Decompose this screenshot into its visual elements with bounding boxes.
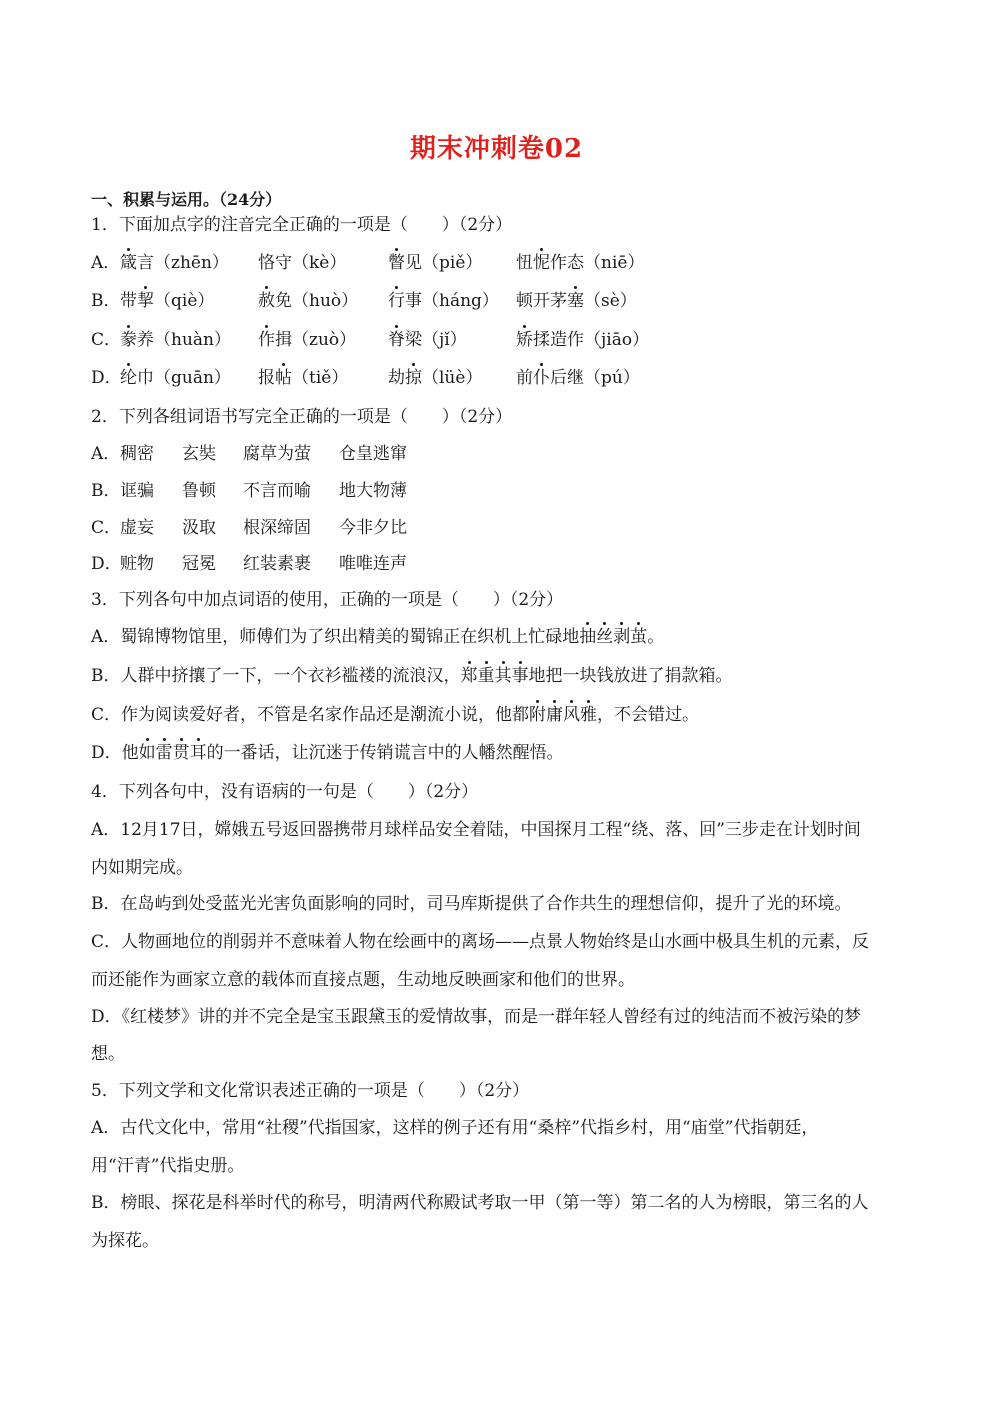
option-item (516, 328, 649, 352)
emphasized-char: 纶 (120, 368, 137, 388)
emphasized-phrase (529, 705, 597, 725)
option-item (516, 289, 637, 313)
word: 冠冕 (182, 554, 216, 574)
item-text: 守（kè） (275, 253, 347, 273)
item-text: 顿开茅 (516, 291, 567, 311)
item-text: （tiě） (292, 368, 349, 388)
option-line: A．古代文化中，常用“社稷”代指国家，这样的例子还有用“桑梓”代指乡村，用“庙堂”代指朝廷， (91, 1118, 819, 1138)
item-text: 事（háng） (405, 291, 499, 311)
item-text: 见（piě） (405, 253, 483, 273)
option-text: 蜀锦博物馆里，师傅们为了织出精美的蜀锦正在织机上忙碌地 (120, 627, 580, 647)
option-label: B． (91, 481, 121, 501)
word: 今非夕比 (339, 518, 407, 538)
option-text: 的一番话，让沉迷于传销谎言中的人幡然醒悟。 (206, 743, 564, 763)
emphasized-char: 丝 (596, 627, 614, 647)
item-text: 忸 (516, 253, 533, 273)
option-line: A．12月17日，嫦娥五号返回器携带月球样品安全着陆，中国探月工程“绕、落、回”三步走在计划时间 (91, 820, 861, 840)
option-line: C．人物画地位的削弱并不意味着人物在绘画中的离场——点景人物始终是山水画中极具生机的元素，反 (91, 932, 870, 952)
question-4-stem: 4．下列各句中，没有语病的一句是（ ）（2分） (91, 782, 479, 802)
item-text: 作态（niē） (550, 253, 645, 273)
option-row (91, 289, 891, 313)
emphasized-char: 风 (563, 705, 581, 725)
option-item (120, 328, 231, 352)
option-text: ，不会错过。 (597, 705, 700, 725)
emphasized-char: 矫 (516, 330, 533, 350)
option-item (258, 328, 356, 352)
word: 地大物薄 (339, 481, 407, 501)
emphasized-phrase (461, 666, 529, 686)
option-item (388, 328, 467, 352)
emphasized-char: 赦 (258, 291, 275, 311)
option-label: D． (91, 554, 122, 574)
option-label: B． (91, 666, 121, 686)
question-1-stem: 1．下面加点字的注音完全正确的一项是（ ）（2分） (91, 215, 513, 235)
option-item (120, 289, 214, 313)
question-3-stem: 3．下列各句中加点词语的使用，正确的一项是（ ）（2分） (91, 590, 564, 610)
option-row (91, 664, 733, 688)
item-text: 巾（guān） (137, 368, 231, 388)
emphasized-char: 耳 (189, 743, 207, 763)
option-row (91, 328, 891, 352)
option-item (120, 251, 229, 275)
option-label: C． (91, 518, 122, 538)
emphasized-char: 怩 (533, 253, 550, 273)
emphasized-char: 雷 (155, 743, 173, 763)
item-text: 免（huò） (275, 291, 359, 311)
option-line: B．在岛屿到处受蓝光光害负面影响的同时，司马库斯提供了合作共生的理想信仰，提升了光的环境。 (91, 894, 852, 914)
item-text: 报 (258, 368, 275, 388)
option-text: 人群中挤攘了一下，一个衣衫褴褛的流浪汉， (120, 666, 461, 686)
option-label: B． (91, 291, 121, 311)
item-text: （qiè） (154, 291, 215, 311)
emphasized-char: 掠 (405, 368, 422, 388)
emphasized-char: 作 (258, 330, 275, 350)
emphasized-char: 附 (529, 705, 547, 725)
item-text: 言（zhēn） (137, 253, 229, 273)
option-item (120, 366, 231, 390)
option-item (258, 366, 348, 390)
option-line: 为探花。 (91, 1231, 159, 1251)
emphasized-char: 豢 (120, 330, 137, 350)
item-text: 揉造作（jiāo） (533, 330, 650, 350)
option-row (91, 366, 891, 390)
option-row (91, 625, 664, 649)
option-row (91, 442, 591, 466)
question-2-stem: 2．下列各组词语书写完全正确的一项是（ ）（2分） (91, 407, 513, 427)
emphasized-char: 重 (477, 666, 495, 686)
word: 稠密 (120, 444, 154, 464)
option-label: C． (91, 330, 122, 350)
word: 赃物 (120, 554, 154, 574)
emphasized-char: 庸 (546, 705, 564, 725)
option-label: C． (91, 705, 122, 725)
option-text: 地把一块钱放进了捐款箱。 (528, 666, 733, 686)
option-row (91, 741, 564, 765)
word: 诓骗 (120, 481, 154, 501)
emphasized-char: 仆 (533, 368, 550, 388)
word: 不言而喻 (243, 481, 311, 501)
option-line: 用“汗青”代指史册。 (91, 1156, 245, 1176)
item-text: （lüè） (422, 368, 483, 388)
item-text: 后继（pú） (550, 368, 640, 388)
option-item (388, 366, 482, 390)
option-line: D．《红楼梦》讲的并不完全是宝玉跟黛玉的爱情故事，而是一群年轻人曾经有过的纯洁而不被污染的梦 (91, 1007, 862, 1027)
word: 玄奘 (182, 444, 216, 464)
emphasized-char: 箴 (120, 253, 137, 273)
emphasized-char: 郑 (460, 666, 478, 686)
option-item (388, 289, 499, 313)
word: 仓皇逃窜 (339, 444, 407, 464)
item-text: 梁（jǐ） (405, 330, 467, 350)
option-row (91, 552, 591, 576)
word: 唯唯连声 (339, 554, 407, 574)
item-text: 带 (120, 291, 137, 311)
emphasized-char: 贯 (172, 743, 190, 763)
emphasized-char: 脊 (388, 330, 405, 350)
option-label: A． (91, 627, 121, 647)
item-text: 养（huàn） (137, 330, 231, 350)
option-label: D． (91, 743, 122, 763)
word: 根深缔固 (243, 518, 311, 538)
word: 腐草为萤 (243, 444, 311, 464)
section-heading: 一、积累与运用。（24分） (91, 190, 282, 209)
item-text: 揖（zuò） (275, 330, 357, 350)
option-row (91, 516, 591, 540)
emphasized-char: 挈 (137, 291, 154, 311)
word: 红装素裹 (243, 554, 311, 574)
option-label: A． (91, 253, 121, 273)
emphasized-phrase (579, 627, 647, 647)
item-text: 恪 (258, 253, 275, 273)
emphasized-char: 帖 (275, 368, 292, 388)
option-item (516, 251, 644, 275)
emphasized-phrase (139, 743, 207, 763)
emphasized-char: 雅 (580, 705, 598, 725)
option-item (516, 366, 640, 390)
option-line: 内如期完成。 (91, 858, 193, 878)
option-label: D． (91, 368, 122, 388)
item-text: 前 (516, 368, 533, 388)
option-line: B．榜眼、探花是科举时代的称号，明清两代称殿试考取一甲（第一等）第二名的人为榜眼，第三名的人 (91, 1193, 869, 1213)
option-label: A． (91, 444, 121, 464)
emphasized-char: 剥 (613, 627, 631, 647)
emphasized-char: 如 (138, 743, 156, 763)
emphasized-char: 茧 (630, 627, 648, 647)
option-text: 他 (121, 743, 139, 763)
emphasized-char: 其 (494, 666, 512, 686)
option-row (91, 479, 591, 503)
emphasized-char: 塞 (567, 291, 584, 311)
option-row (91, 251, 891, 275)
option-line: 而还能作为画家立意的载体而直接点题，生动地反映画家和他们的世界。 (91, 970, 635, 990)
item-text: （sè） (584, 291, 637, 311)
option-text: 作为阅读爱好者，不管是名家作品还是潮流小说，他都 (121, 705, 530, 725)
emphasized-char: 抽 (579, 627, 597, 647)
exam-title: 期末冲刺卷02 (409, 134, 584, 164)
word: 虚妄 (120, 518, 154, 538)
option-item (258, 289, 358, 313)
option-item (258, 251, 346, 275)
word: 汲取 (182, 518, 216, 538)
word: 鲁顿 (182, 481, 216, 501)
question-5-stem: 5．下列文学和文化常识表述正确的一项是（ ）（2分） (91, 1081, 530, 1101)
emphasized-char: 瞥 (388, 253, 405, 273)
option-item (388, 251, 482, 275)
item-text: 劫 (388, 368, 405, 388)
emphasized-char: 事 (511, 666, 529, 686)
option-text: 。 (647, 627, 665, 647)
emphasized-char: 行 (388, 291, 405, 311)
option-row (91, 703, 699, 727)
option-line: 想。 (91, 1044, 125, 1064)
